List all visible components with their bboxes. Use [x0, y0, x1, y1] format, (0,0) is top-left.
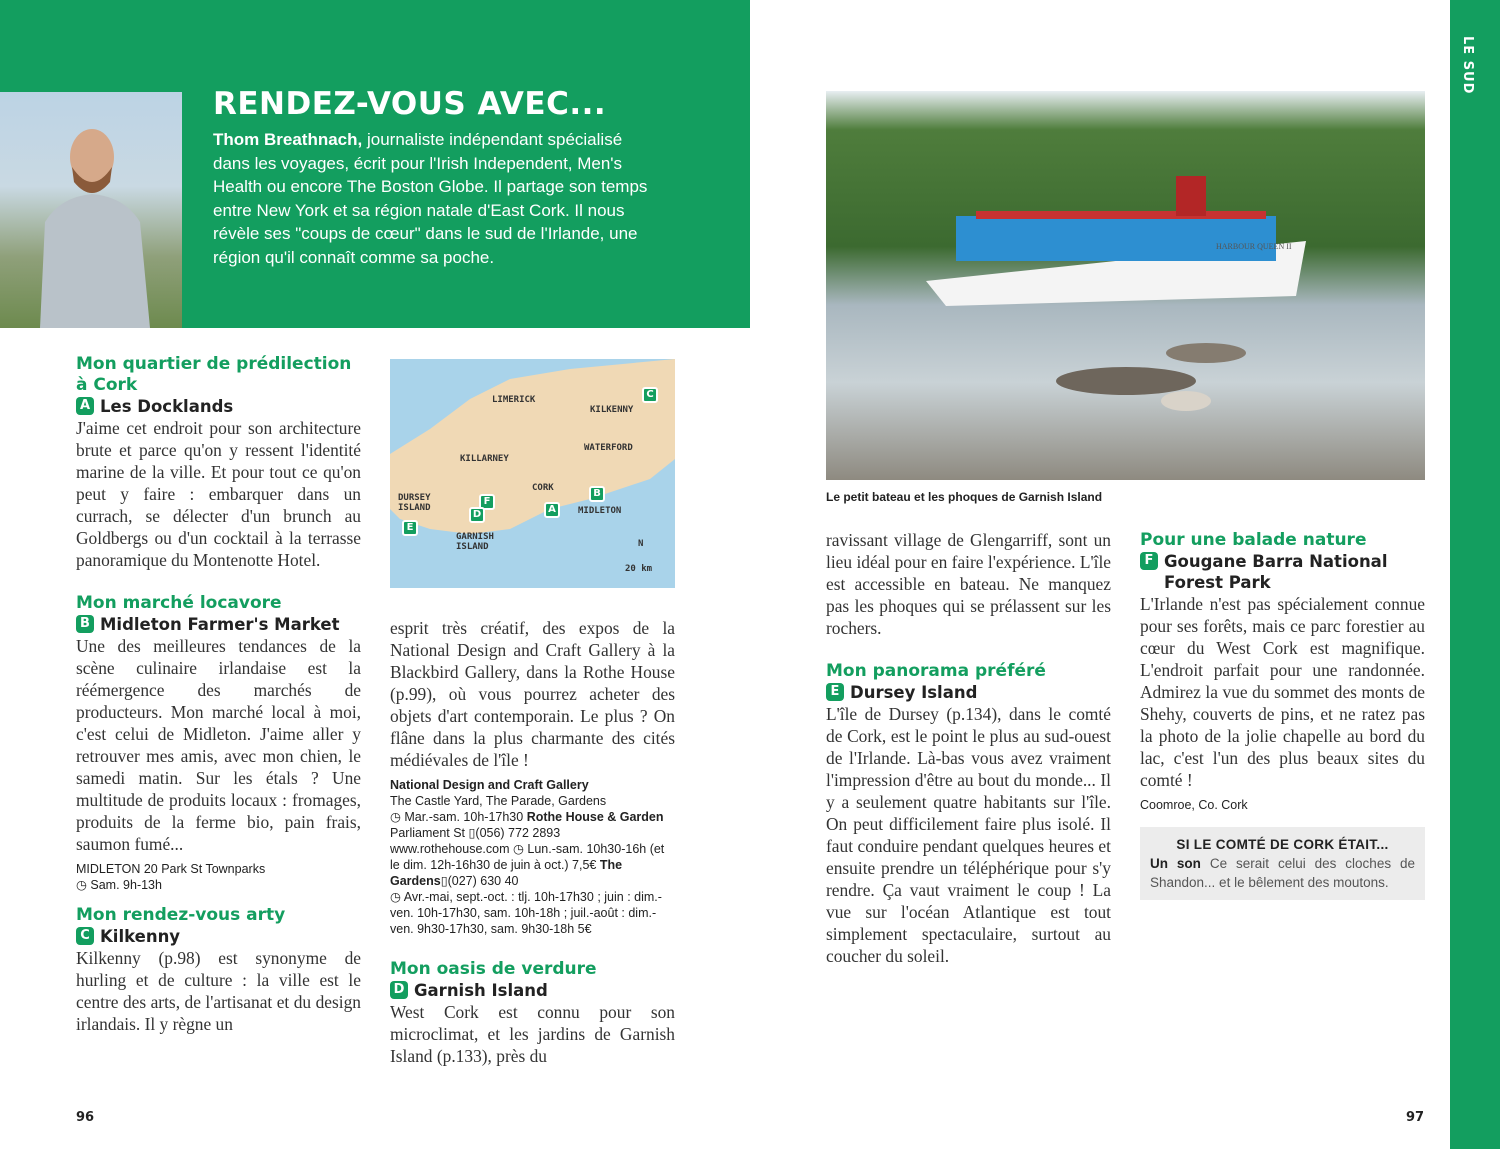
box-text: Ce serait celui des cloches de Shandon... et le bêlement des moutons. — [1150, 856, 1416, 890]
address: The Castle Yard, The Parade, Gardens — [390, 794, 607, 808]
hours: Mar.-sam. 10h-17h30 — [404, 810, 524, 824]
box-label: Un son — [1150, 856, 1201, 871]
page-number-right: 97 — [1406, 1110, 1425, 1125]
column-3 — [826, 529, 1111, 967]
person-illustration — [30, 112, 160, 328]
section-a-heading: Mon quartier de prédilection à Cork — [76, 354, 352, 395]
section-d-text: West Cork est connu pour son microclimat, et les jardins de Garnish Island (p.133), près du — [390, 1002, 675, 1066]
section-b-info — [76, 861, 361, 893]
column-1 — [76, 354, 361, 1035]
section-b-text: Une des meilleures tendances de la scène culinaire irlandaise est la réémergence des marchés de producteurs. Mon marché local à moi, c'est celui de Midleton. J'aime aller y retrouver mes amis, avec mon chien, le samedi matin. Sur les étals ? Une multitude de produits locaux : fromages, produits de la ferme bio, pain frais, saumon fumé... — [76, 636, 361, 854]
hours: Sam. 9h-13h — [90, 878, 162, 892]
region-map — [390, 359, 675, 588]
map-marker-e: E — [402, 520, 418, 536]
photo-caption: Le petit bateau et les phoques de Garnish Island — [826, 490, 1103, 504]
section-c-text-cont: esprit très créatif, des expos de la National Design and Craft Gallery à la Blackbird Gallery, dans la Rothe House (p.99), où vous pourrez acheter des objets d'art contemporain. Le plus ? On flâne dans la plus charmante des cités médiévales de l'île ! — [390, 618, 675, 770]
map-land — [390, 359, 675, 588]
marker-f-icon: F — [1140, 552, 1158, 570]
marker-d-icon: D — [390, 981, 408, 999]
map-label: LIMERICK — [492, 395, 536, 405]
map-label: KILLARNEY — [460, 454, 509, 464]
place-name: Les Docklands — [100, 397, 234, 416]
section-a-text: J'aime cet endroit pour son architecture brute et parce qu'on y ressent l'identité marine de la ville. Et pour tout ce qu'on peut y faire : embarquer dans un currach, se délecter d'un brunch au Goldbergs ou d'un cocktail à la terrasse panoramique du Montenotte Hotel. — [76, 418, 361, 570]
boat-photo — [826, 91, 1425, 480]
map-marker-f: F — [479, 494, 495, 510]
section-d-heading: Mon oasis de verdure — [390, 959, 597, 979]
map-marker-a: A — [544, 502, 560, 518]
side-tab — [1450, 0, 1500, 1149]
section-e-heading: Mon panorama préféré — [826, 661, 1046, 681]
page-title: RENDEZ-VOUS AVEC... — [213, 86, 607, 122]
hours: Lun.-sam. 10h30-16h (et le dim. 12h-16h30 de juin à oct.) 7,5€ — [390, 842, 665, 872]
section-c-text: Kilkenny (p.98) est synonyme de hurling et de culture : la ville est le centre des arts, de l'artisanat et du design irlandais. Il y règne un — [76, 948, 361, 1034]
section-b-heading: Mon marché locavore — [76, 593, 282, 613]
phone-icon: ▯ — [468, 826, 476, 840]
section-e-place — [826, 682, 1111, 703]
marker-e-icon: E — [826, 683, 844, 701]
page-number-left: 96 — [76, 1110, 95, 1125]
phone: (027) 630 40 — [447, 874, 519, 888]
boat-illustration — [826, 91, 1425, 480]
address: MIDLETON 20 Park St Townparks — [76, 862, 266, 876]
section-c-place — [76, 926, 361, 947]
place-name: Kilkenny — [100, 927, 181, 946]
phone: (056) 772 2893 — [475, 826, 561, 840]
section-c-info — [390, 777, 675, 937]
clock-icon: ◷ — [390, 810, 405, 824]
clock-icon: ◷ — [390, 890, 404, 904]
section-f-heading: Pour une balade nature — [1140, 530, 1367, 550]
sidebar-box — [1140, 827, 1425, 900]
box-title: SI LE COMTÉ DE CORK ÉTAIT... — [1176, 837, 1389, 852]
section-b-place — [76, 614, 361, 635]
map-label: MIDLETON — [578, 506, 622, 516]
marker-b-icon: B — [76, 615, 94, 633]
marker-a-icon: A — [76, 397, 94, 415]
section-f-info: Coomroe, Co. Cork — [1140, 798, 1248, 812]
north-arrow: N — [638, 539, 644, 549]
map-label: DURSEY ISLAND — [398, 493, 431, 513]
intro-body: journaliste indépendant spécialisé dans les voyages, écrit pour l'Irish Independent, Men's Health ou encore The Boston Globe. Il partage son temps entre New York et sa région natale d'East Cork. Il nous révèle ses "coups de cœur" dans le sud de l'Irlande, une région qu'il connaît comme sa poche. — [213, 130, 648, 267]
clock-icon: ◷ — [76, 878, 91, 892]
section-c-heading: Mon rendez-vous arty — [76, 905, 286, 925]
clock-icon: ◷ — [513, 842, 528, 856]
section-d-place — [390, 980, 675, 1001]
section-e-text: L'île de Dursey (p.134), dans le comté de Cork, est le point le plus au sud-ouest de l'Irlande. Là-bas vous avez vraiment l'impression d'être au bout du monde... Il y a seulement quatre habitants sur l'île. On peut difficilement faire plus isolé. Il faut conduire pendant quelques heures et ensuite prendre un téléphérique pour s'y rendre. Ça vaut vraiment le coup ! La vue sur l'océan Atlantique est tout simplement spectaculaire, surtout au coucher du soleil. — [826, 704, 1111, 966]
section-d-text-cont: ravissant village de Glengarriff, sont un lieu idéal pour en faire l'expérience. L'île est accessible en bateau. Ne manquez pas les phoques qui se prélassent sur les rochers. — [826, 530, 1111, 638]
map-label: CORK — [532, 483, 554, 493]
section-f-place — [1140, 551, 1425, 593]
marker-c-icon: C — [76, 927, 94, 945]
column-2 — [390, 617, 675, 1067]
map-marker-d: D — [469, 507, 485, 523]
phone-icon: ▯ — [440, 874, 448, 888]
map-label: KILKENNY — [590, 405, 634, 415]
map-marker-b: B — [589, 486, 605, 502]
map-scale: 20 km — [625, 564, 653, 574]
author-photo — [0, 92, 182, 328]
venue-name: The Gardens — [390, 858, 623, 888]
side-tab-label: LE SUD — [1460, 36, 1475, 95]
map-label: WATERFORD — [584, 443, 633, 453]
venue-name: National Design and Craft Gallery — [390, 778, 589, 792]
hours: Avr.-mai, sept.-oct. : tlj. 10h-17h30 ; juin : dim.-ven. 10h-17h30, sam. 10h-18h ; juil.-août : dim.-ven. 9h30-17h30, sam. 9h30-18h 5€ — [390, 890, 662, 936]
map-label: GARNISH ISLAND — [456, 532, 494, 552]
author-name: Thom Breathnach, — [213, 130, 363, 149]
place-name: Midleton Farmer's Market — [100, 615, 340, 634]
intro-text — [213, 128, 653, 269]
website-link[interactable]: www.rothehouse.com — [390, 842, 510, 856]
place-name: Dursey Island — [850, 683, 978, 702]
address: Parliament St — [390, 826, 466, 840]
section-a-place — [76, 396, 361, 417]
column-4 — [1140, 530, 1425, 900]
map-marker-c: C — [642, 387, 658, 403]
boat-name: HARBOUR QUEEN II — [1216, 242, 1292, 251]
venue-name: Rothe House & Garden — [526, 810, 664, 824]
place-name: Gougane Barra National Forest Park — [1164, 552, 1388, 592]
section-f-text: L'Irlande n'est pas spécialement connue pour ses forêts, mais ce parc forestier au cœur du West Cork est magnifique. L'endroit parfait pour une randonnée. Admirez la vue du sommet des monts de Shehy, couverts de pins, et ne ratez pas la photo de la jolie chapelle au bord du lac, c'est l'un des plus beaux sites du comté ! — [1140, 594, 1425, 790]
place-name: Garnish Island — [414, 981, 548, 1000]
